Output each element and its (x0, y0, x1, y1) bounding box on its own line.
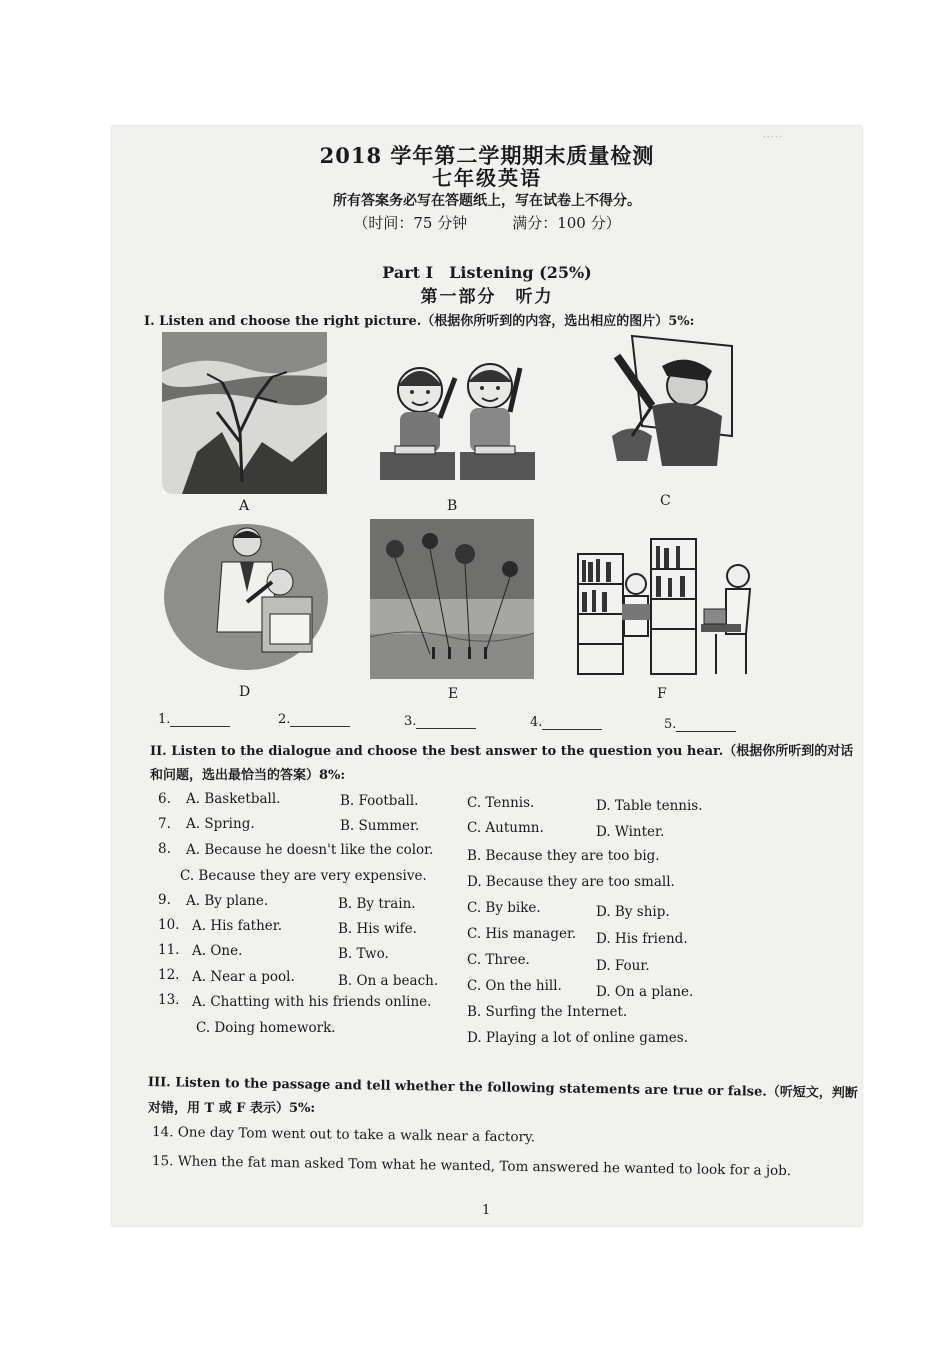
bleed-through-text: ····· (762, 130, 783, 145)
option-a[interactable]: A. His father. (192, 918, 283, 934)
option-b[interactable]: B. Surfing the Internet. (467, 1004, 628, 1020)
exam-title: 2018 学年第二学期期末质量检测 (319, 143, 655, 168)
section3-instruction-line2: 对错，用 T 或 F 表示）5%: (148, 1101, 316, 1116)
option-b[interactable]: B. Because they are too big. (467, 848, 660, 864)
question-number: 6. (158, 791, 171, 807)
picture-f (576, 534, 756, 680)
option-a[interactable]: A. One. (192, 943, 243, 959)
picture-e (370, 519, 534, 679)
option-a[interactable]: A. Near a pool. (192, 969, 295, 985)
picture-label-c: C (660, 493, 671, 509)
option-c[interactable]: C. Doing homework. (196, 1020, 336, 1036)
answer-blank-4[interactable] (530, 715, 602, 730)
option-c[interactable]: C. On the hill. (467, 978, 562, 994)
option-d[interactable]: D. By ship. (596, 904, 670, 920)
option-d[interactable]: D. Table tennis. (596, 798, 703, 814)
picture-label-f: F (657, 686, 667, 702)
exam-page (112, 126, 862, 1226)
option-c[interactable]: C. Autumn. (467, 820, 544, 836)
question-number: 12. (158, 967, 180, 983)
option-d[interactable]: D. Winter. (596, 824, 665, 840)
kites-flying-picture (370, 519, 534, 679)
teacher-helping-student-picture (162, 522, 330, 672)
picture-label-a: A (239, 498, 250, 514)
option-c[interactable]: C. By bike. (467, 900, 541, 916)
blank-number: 3. (404, 714, 417, 729)
blank-number: 2. (278, 712, 291, 727)
page-number: 1 (482, 1203, 491, 1218)
exam-subtitle: 七年级英语 (432, 166, 542, 190)
statement-15: 15. When the fat man asked Tom what he wanted, Tom answered he wanted to look for a job. (151, 1153, 792, 1180)
picture-a (162, 332, 327, 494)
children-at-desks-picture (370, 348, 540, 488)
picture-d (162, 522, 330, 672)
option-d[interactable]: D. Four. (596, 958, 650, 974)
option-b[interactable]: B. Football. (340, 793, 419, 809)
answer-blank-1[interactable] (158, 712, 230, 727)
question-number: 7. (158, 816, 171, 832)
option-b[interactable]: B. By train. (338, 896, 416, 912)
library-reading-picture (576, 534, 756, 680)
question-number: 11. (158, 942, 180, 958)
picture-label-b: B (447, 498, 458, 514)
question-number: 13. (158, 992, 180, 1008)
painter-at-easel-picture (592, 326, 742, 486)
option-d[interactable]: D. Because they are too small. (467, 874, 675, 890)
answer-blank-5[interactable] (664, 717, 736, 732)
picture-c (592, 326, 742, 486)
part-title: Part I Listening (25%) (382, 263, 592, 282)
section1-instruction: I. Listen and choose the right picture.（根据你所听到的内容，选出相应的图片）5%: (144, 314, 695, 329)
question-number: 8. (158, 841, 171, 857)
option-c[interactable]: C. Because they are very expensive. (180, 868, 427, 884)
option-b[interactable]: B. Two. (338, 946, 389, 962)
part-title-cn: 第一部分 听力 (420, 287, 554, 307)
section2-instruction-line2: 和问题，选出最恰当的答案）8%: (150, 768, 346, 783)
option-a[interactable]: A. Chatting with his friends online. (192, 994, 432, 1010)
exam-time-info: （时间：75 分钟 满分：100 分） (353, 214, 621, 232)
exam-notice: 所有答案务必写在答题纸上，写在试卷上不得分。 (333, 193, 641, 209)
option-b[interactable]: B. Summer. (340, 818, 420, 834)
statement-14: 14. One day Tom went out to take a walk near a factory. (151, 1124, 536, 1146)
option-c[interactable]: C. Three. (467, 952, 530, 968)
option-a[interactable]: A. Basketball. (186, 791, 281, 807)
option-c[interactable]: C. Tennis. (467, 795, 535, 811)
option-d[interactable]: D. Playing a lot of online games. (467, 1030, 688, 1046)
option-a[interactable]: A. Spring. (186, 816, 255, 832)
question-number: 10. (158, 917, 180, 933)
option-b[interactable]: B. On a beach. (338, 973, 439, 989)
section3-instruction-line1: III. Listen to the passage and tell whether the following statements are true or false.（听短文，判断 (147, 1075, 858, 1102)
blank-number: 5. (664, 717, 677, 732)
option-a[interactable]: A. By plane. (186, 893, 269, 909)
option-a[interactable]: A. Because he doesn't like the color. (186, 842, 434, 858)
answer-blank-2[interactable] (278, 712, 350, 727)
question-number: 9. (158, 892, 171, 908)
blank-number: 4. (530, 715, 543, 730)
option-b[interactable]: B. His wife. (338, 921, 417, 937)
windy-tree-picture (162, 332, 327, 494)
picture-label-e: E (448, 686, 459, 702)
option-d[interactable]: D. On a plane. (596, 984, 694, 1000)
option-c[interactable]: C. His manager. (467, 926, 577, 942)
picture-b (370, 348, 540, 488)
section2-instruction-line1: II. Listen to the dialogue and choose the best answer to the question you hear.（根据你所听到的对话 (150, 744, 854, 759)
option-d[interactable]: D. His friend. (596, 931, 688, 947)
picture-label-d: D (239, 684, 251, 700)
answer-blank-3[interactable] (404, 714, 476, 729)
blank-number: 1. (158, 712, 171, 727)
